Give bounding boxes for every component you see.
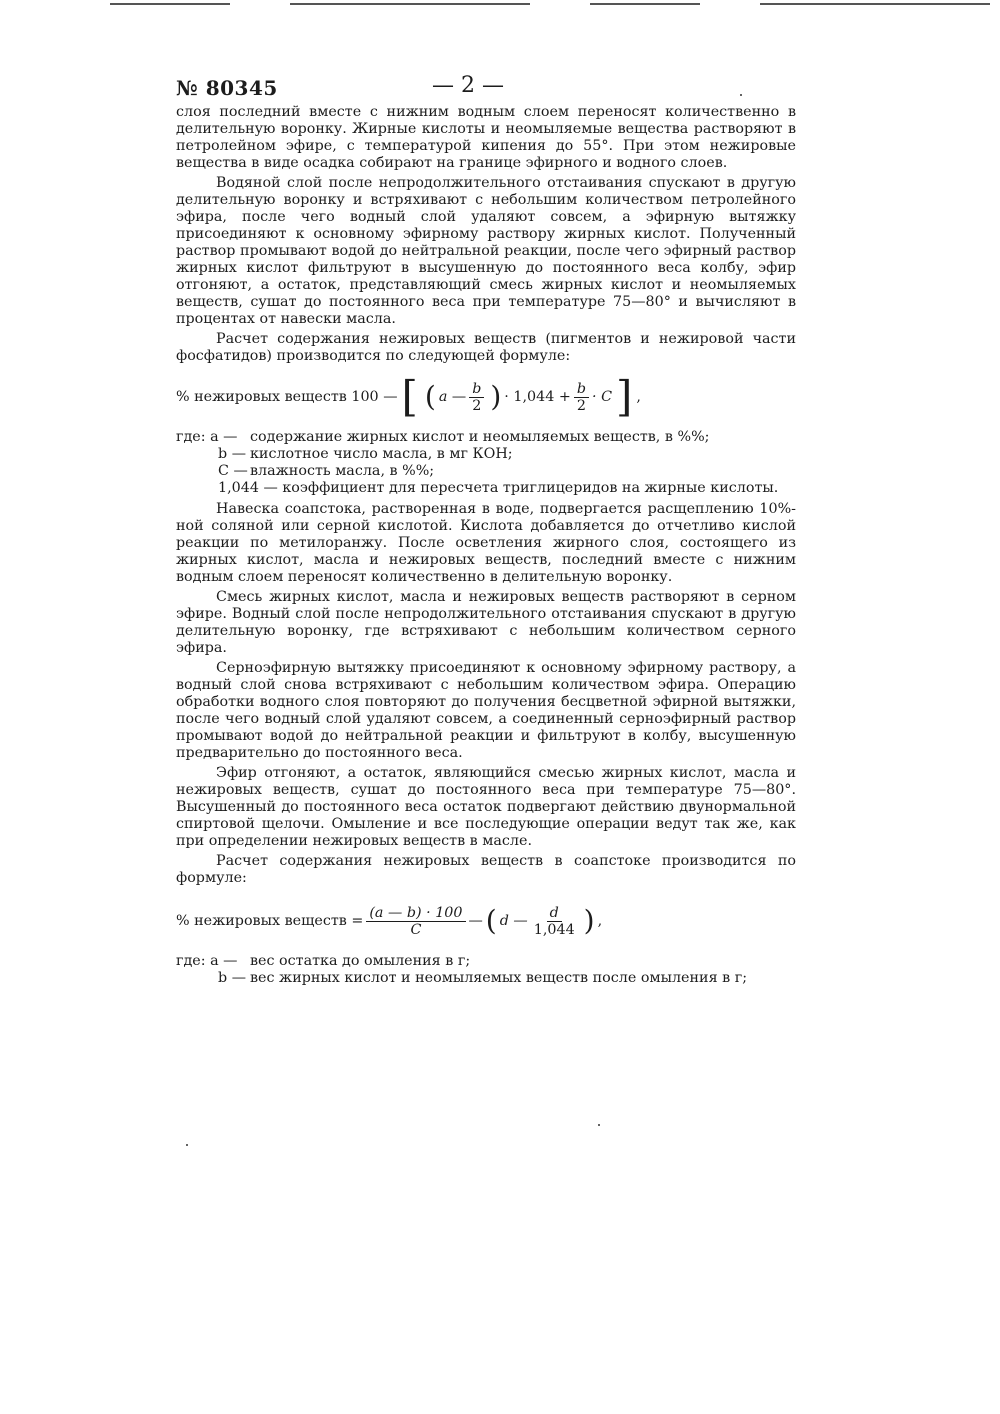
formula-paren: ( xyxy=(424,380,436,413)
formula-end: , xyxy=(636,388,641,405)
definition-key: 1,044 — xyxy=(218,480,278,496)
formula-nonfat-oil xyxy=(176,371,796,423)
definition-key: C — xyxy=(218,463,248,479)
fraction-denominator: 1,044 xyxy=(533,921,575,938)
definition-key: где: a — xyxy=(176,429,238,445)
formula-var-a: a xyxy=(438,388,448,405)
scan-speck xyxy=(740,94,742,96)
formula-var-c: · C xyxy=(592,388,613,405)
paragraph: Навеска соапстока, растворенная в воде, подвергается расщеплению 10%-ной соляной или серной кислотой. Кислота добавляется до отчетливо кислой реакции по метилоранжу. После осветления жирного слоя, состоящего из жирных кислот, масла и нежировых веществ, последний вместе с нижним водным слоем переносят количественно в делительную воронку. xyxy=(176,501,796,585)
definition-key: где: a — xyxy=(176,953,238,969)
definition-text: вес остатка до омыления в г; xyxy=(250,953,471,969)
formula-var-d: d — xyxy=(499,912,528,929)
formula-lhs: % нежировых веществ = xyxy=(176,912,364,929)
definition-item xyxy=(176,446,796,463)
formula-end: , xyxy=(597,912,603,929)
formula-bracket: ] xyxy=(616,372,633,421)
paragraph: Расчет содержания нежировых веществ (пигментов и нежировой части фосфатидов) производится по следующей формуле: xyxy=(176,331,796,364)
formula-bracket: [ xyxy=(401,372,418,421)
scan-edge-line xyxy=(110,3,230,5)
paragraph: Расчет содержания нежировых веществ в соапстоке производится по формуле: xyxy=(176,853,796,886)
formula-fraction xyxy=(574,381,589,414)
formula-coefficient: · 1,044 + xyxy=(504,388,571,405)
paragraph: слоя последний вместе с нижним водным слоем переносят количественно в делительную воронку. Жирные кислоты и неомыляемые вещества растворяют в петролейном эфире, с температурой кипения до 55°. При этом нежировые вещества в виде осадка собирают на границе эфирного и водного слоев. xyxy=(176,104,796,171)
formula-paren: ) xyxy=(583,904,595,937)
fraction-numerator: b xyxy=(574,381,589,398)
formula-paren: ) xyxy=(490,380,502,413)
definition-item xyxy=(176,480,796,497)
document-body xyxy=(176,104,796,991)
formula-lhs: % нежировых веществ 100 — xyxy=(176,388,398,405)
formula-fraction xyxy=(366,905,465,938)
definition-text: коэффициент для пересчета триглицеридов на жирные кислоты. xyxy=(282,480,779,496)
scan-speck xyxy=(598,1124,600,1126)
fraction-numerator: (a — b) · 100 xyxy=(366,905,465,922)
scan-edge-line xyxy=(290,3,530,5)
formula-nonfat-soapstock xyxy=(176,895,796,947)
definitions-list xyxy=(176,429,796,497)
paragraph: Эфир отгоняют, а остаток, являющийся смесью жирных кислот, масла и нежировых веществ, сушат до постоянного веса при температуре 75—80°. Высушенный до постоянного веса остаток подвергают действию двунормальной спиртовой щелочи. Омыление и все последующие операции ведут так же, как при определении нежировых веществ в масле. xyxy=(176,765,796,849)
definition-text: вес жирных кислот и неомыляемых веществ после омыления в г; xyxy=(250,970,748,986)
fraction-denominator: C xyxy=(410,921,422,938)
definition-key: b — xyxy=(218,446,246,462)
scan-speck xyxy=(186,1144,188,1146)
definition-key: b — xyxy=(218,970,246,986)
paragraph: Водяной слой после непродолжительного отстаивания спускают в другую делительную воронку и встряхивают с небольшим количеством петролейного эфира, после чего водный слой удаляют совсем, а эфирную вытяжку присоединяют к основному эфирному раствору жирных кислот. Полученный раствор промывают водой до нейтральной реакции, после чего эфирный раствор жирных кислот фильтруют в высушенную до постоянного веса колбу, эфир отгоняют, а остаток, представляющий смесь жирных кислот и неомыляемых веществ, сушат до постоянного веса при температуре 75—80° и вычисляют в процентах от навески масла. xyxy=(176,175,796,327)
definition-text: кислотное число масла, в мг КОН; xyxy=(250,446,513,462)
formula-paren: ( xyxy=(485,904,497,937)
formula-fraction xyxy=(531,905,578,938)
paragraph: Серноэфирную вытяжку присоединяют к основному эфирному раствору, а водный слой снова встряхивают с небольшим количеством эфира. Операцию обработки водного слоя повторяют до получения бесцветной эфирной вытяжки, после чего водный слой удаляют совсем, а соединенный серноэфирный раствор промывают водой до нейтральной реакции и фильтруют в колбу, высушенную предварительно до постоянного веса. xyxy=(176,660,796,761)
definition-item xyxy=(176,463,796,480)
scan-edge-line xyxy=(590,3,700,5)
scan-edge-line xyxy=(760,3,990,5)
formula-fraction xyxy=(469,381,484,414)
definition-text: влажность масла, в %%; xyxy=(250,463,435,479)
formula-minus: — xyxy=(451,388,467,405)
patent-number: № 80345 xyxy=(176,76,278,100)
fraction-denominator: 2 xyxy=(576,397,586,414)
fraction-denominator: 2 xyxy=(472,397,482,414)
definition-item xyxy=(176,429,796,446)
fraction-numerator: d xyxy=(547,905,562,922)
definition-item xyxy=(176,953,796,970)
paragraph: Смесь жирных кислот, масла и нежировых веществ растворяют в серном эфире. Водный слой после непродолжительного отстаивания спускают в другую делительную воронку, где встряхивают с небольшим количеством серного эфира. xyxy=(176,589,796,656)
definitions-list xyxy=(176,953,796,987)
formula-minus: — xyxy=(468,912,483,929)
fraction-numerator: b xyxy=(469,381,484,398)
page-number: — 2 — xyxy=(432,73,504,98)
definition-text: содержание жирных кислот и неомыляемых веществ, в %%; xyxy=(250,429,710,445)
definition-item xyxy=(176,970,796,987)
